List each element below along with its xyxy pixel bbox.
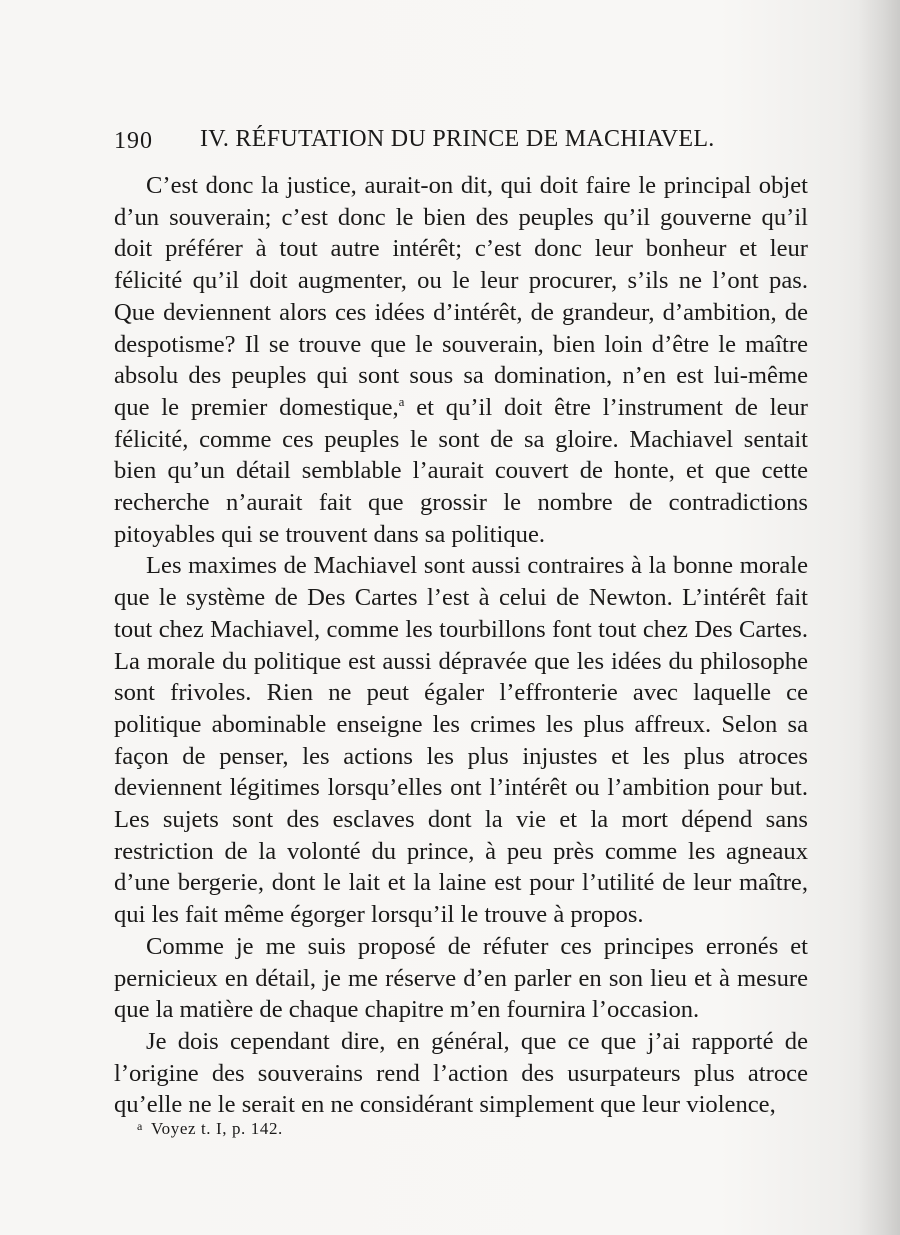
- footnote-letter: a: [137, 1119, 143, 1133]
- running-title: IV. RÉFUTATION DU PRINCE DE MACHIAVEL.: [200, 126, 715, 152]
- paragraph-text: et qu’il doit être l’instrument de leur félicité, comme ces peuples le sont de sa gloire. Machiavel sentait bien qu’un détail semblable l’aurait couvert de honte, et que cette recherche n’aurait fait que grossir le nombre de contradictions pitoyables qui se trouvent dans sa politique.: [114, 393, 808, 548]
- gutter-shadow: [858, 0, 900, 1235]
- page-number: 190: [114, 128, 153, 154]
- paragraph: [114, 170, 808, 550]
- footnote-reference: a: [398, 393, 405, 409]
- body-text: [114, 170, 808, 1121]
- paragraph: Je dois cependant dire, en général, que ce que j’ai rapporté de l’origine des souverains rend l’action des usurpateurs plus atroce qu’elle ne le serait en ne considérant simplement que leur violence,: [114, 1027, 808, 1119]
- page-header: [114, 126, 774, 160]
- footnote: [137, 1119, 283, 1139]
- paragraph: Comme je me suis proposé de réfuter ces principes erronés et pernicieux en détail, je me réserve d’en parler en son lieu et à mesure que la matière de chaque chapitre m’en fournira l’occasion.: [114, 932, 808, 1024]
- footnote-text: Voyez t. I, p. 142.: [150, 1119, 283, 1138]
- paragraph-text: C’est donc la justice, aurait-on dit, qui doit faire le principal objet d’un souverain; c’est donc le bien des peuples qu’il gouverne qu’il doit préférer à tout autre intérêt; c’est donc leur bonheur et leur félicité qu’il doit augmenter, ou le leur procurer, s’ils ne l’ont pas. Que deviennent alors ces idées d’intérêt, de grandeur, d’ambition, de despotisme? Il se trouve que le souverain, bien loin d’être le maître absolu des peuples qui sont sous sa domination, n’en est lui-même que le premier domestique,: [114, 172, 808, 421]
- paragraph: Les maximes de Machiavel sont aussi contraires à la bonne morale que le système de Des Cartes l’est à celui de Newton. L’intérêt fait tout chez Machiavel, comme les tourbillons font tout chez Des Cartes. La morale du politique est aussi dépravée que les idées du philosophe sont frivoles. Rien ne peut égaler l’effronterie avec laquelle ce politique abominable enseigne les crimes les plus affreux. Selon sa façon de penser, les actions les plus injustes et les plus atroces deviennent légitimes lorsqu’elles ont l’intérêt ou l’ambition pour but. Les sujets sont des esclaves dont la vie et la mort dépend sans restriction de la volonté du prince, à peu près comme les agneaux d’une bergerie, dont le lait et la laine est pour l’utilité de leur maître, qui les fait même égorger lorsqu’il le trouve à propos.: [114, 552, 808, 929]
